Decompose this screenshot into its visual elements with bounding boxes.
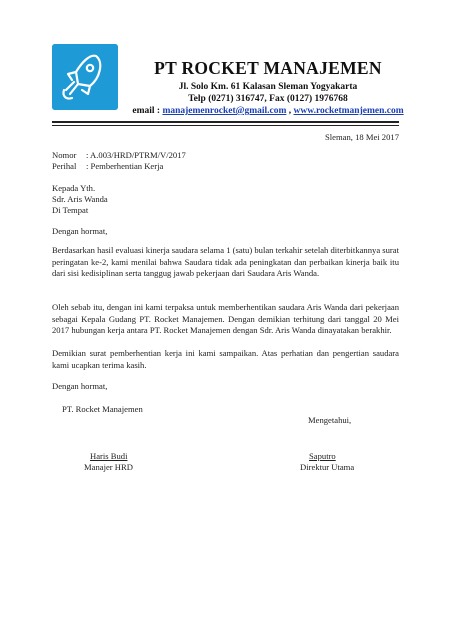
nomor-value: : A.003/HRD/PTRM/V/2017 <box>86 150 186 160</box>
greeting: Dengan hormat, <box>52 226 108 236</box>
recipient-line1: Kepada Yth. <box>52 183 96 193</box>
signature-right-title: Direktur Utama <box>300 462 355 472</box>
company-name: PT ROCKET MANAJEMEN <box>154 58 382 78</box>
signature-right-name: Saputro <box>309 451 336 461</box>
nomor-label: Nomor <box>52 150 77 160</box>
place-date: Sleman, 18 Mei 2017 <box>325 132 399 142</box>
body-paragraph-2: Oleh sebab itu, dengan ini kami terpaksa untuk memberhentikan saudara Aris Wanda dari pekerjaan sebagai Kepala Gudang PT. Rocket Manajemen. Dengan demikian terhitung dari tanggal 20 Mei 2017 hubungan kerja antara PT. Rocket Manajemen dengan Sdr. Aris Wanda dinayatakan berakhir. <box>52 302 399 335</box>
company-phone: Telp (0271) 316747, Fax (0127) 1976768 <box>188 94 348 104</box>
sender-organization: PT. Rocket Manajemen <box>62 404 143 414</box>
letterhead-divider-thin <box>52 125 399 126</box>
recipient-location: Di Tempat <box>52 205 89 215</box>
recipient-name: Sdr. Aris Wanda <box>52 194 108 204</box>
website-link[interactable]: www.rocketmanjemen.com <box>293 106 404 116</box>
email-label: email : <box>132 106 161 116</box>
closing: Dengan hormat, <box>52 381 108 391</box>
company-contact <box>128 106 408 116</box>
letterhead-divider-thick <box>52 121 399 123</box>
email-link[interactable]: manajemenrocket@gmail.com <box>162 106 287 116</box>
signature-left-title: Manajer HRD <box>84 462 133 472</box>
rocket-icon <box>52 44 118 110</box>
approver-label: Mengetahui, <box>308 415 352 425</box>
body-paragraph-1: Berdasarkan hasil evaluasi kinerja saudara selama 1 (satu) bulan terkahir setelah diterbitkannya surat peringatan ke-2, kami menilai bahwa Saudara tidak ada peningkatan dan perbaikan kinerja baik itu dari sisi kedisiplinan serta tanggug jawab pekerjaan dari Saudara Aris Wanda. <box>52 245 399 278</box>
perihal-value: : Pemberhentian Kerja <box>86 161 164 171</box>
body-paragraph-3: Demikian surat pemberhentian kerja ini kami sampaikan. Atas perhatian dan pengertian saudara kami ucapkan terima kasih. <box>52 348 399 370</box>
perihal-label: Perihal <box>52 161 77 171</box>
company-address: Jl. Solo Km. 61 Kalasan Sleman Yogyakarta <box>178 82 358 92</box>
contact-separator: , <box>288 106 292 116</box>
company-logo <box>52 44 118 110</box>
signature-left-name: Haris Budi <box>90 451 128 461</box>
